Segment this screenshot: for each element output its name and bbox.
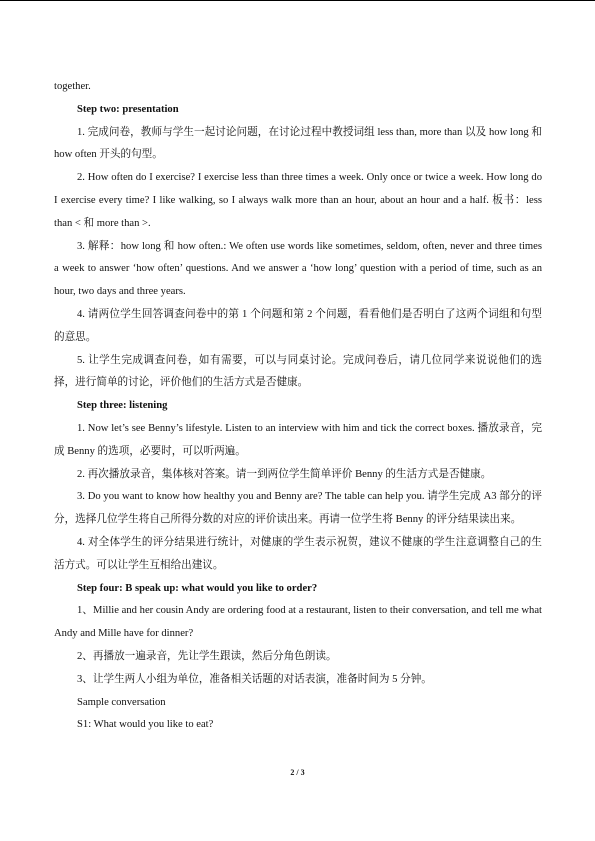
step-three-item-2: 2. 再次播放录音，集体核对答案。请一到两位学生简单评价 Benny 的生活方式是否健康。 — [77, 468, 492, 480]
step-two-item-3: 3. 解释：how long 和 how often.: We often use words like sometimes, seldom, often, never and three times a week to answer ‘how often’ questions. And we answer a ‘how long’ question with a period of time, such as an hour, two days and three years. — [54, 240, 542, 298]
step-four-item-3: 3、让学生两人小组为单位，准备相关话题的对话表演，准备时间为 5 分钟。 — [77, 673, 432, 685]
step-two-item-2: 2. How often do I exercise? I exercise less than three times a week. Only once or twice a week. How long do I exercise every time? I like walking, so I always walk more than an hour, about an hour and a half. 板书：less than < 和 more than >. — [54, 172, 542, 229]
sample-conversation-line-s1: S1: What would you like to eat? — [77, 719, 214, 731]
step-two-item-4: 4. 请两位学生回答调查问卷中的第 1 个问题和第 2 个问题，看看他们是否明白了这两个词组和句型的意思。 — [54, 308, 542, 343]
sample-conversation-label: Sample conversation — [77, 696, 166, 708]
heading-step-three: Step three: listening — [77, 400, 168, 412]
step-two-item-1: 1. 完成问卷，教师与学生一起讨论问题，在讨论过程中教授词组 less than, more than 以及 how long 和 how often 开头的句型。 — [54, 126, 543, 161]
step-two-item-5: 5. 让学生完成调查问卷，如有需要，可以与同桌讨论。完成问卷后，请几位同学来说说他们的选择，进行简单的讨论，评价他们的生活方式是否健康。 — [54, 354, 542, 389]
heading-step-two: Step two: presentation — [77, 103, 179, 115]
step-four-item-1: 1、Millie and her cousin Andy are ordering food at a restaurant, listen to their conversation, and tell me what Andy and Mille have for dinner? — [54, 605, 542, 640]
heading-step-four: Step four: B speak up: what would you like to order? — [77, 582, 318, 594]
step-four-item-2: 2、再播放一遍录音，先让学生跟读，然后分角色朗读。 — [77, 650, 337, 662]
page-body — [54, 76, 542, 737]
paragraph-together: together. — [54, 81, 91, 92]
step-three-item-4: 4. 对全体学生的评分结果进行统计，对健康的学生表示祝贺，建议不健康的学生注意调整自己的生活方式。可以让学生互相给出建议。 — [54, 536, 542, 571]
page-number: 2 / 3 — [290, 768, 305, 777]
step-three-item-3: 3. Do you want to know how healthy you and Benny are? The table can help you. 请学生完成 A3 部分的评分，选择几位学生将自己所得分数的对应的评价读出来。再请一位学生将 Benny 的评分结果读出来。 — [54, 491, 542, 526]
header-rule — [0, 0, 595, 1]
step-three-item-1: 1. Now let’s see Benny’s lifestyle. Listen to an interview with him and tick the correct boxes. 播放录音，完成 Benny 的选项，必要时，可以听两遍。 — [54, 422, 542, 457]
